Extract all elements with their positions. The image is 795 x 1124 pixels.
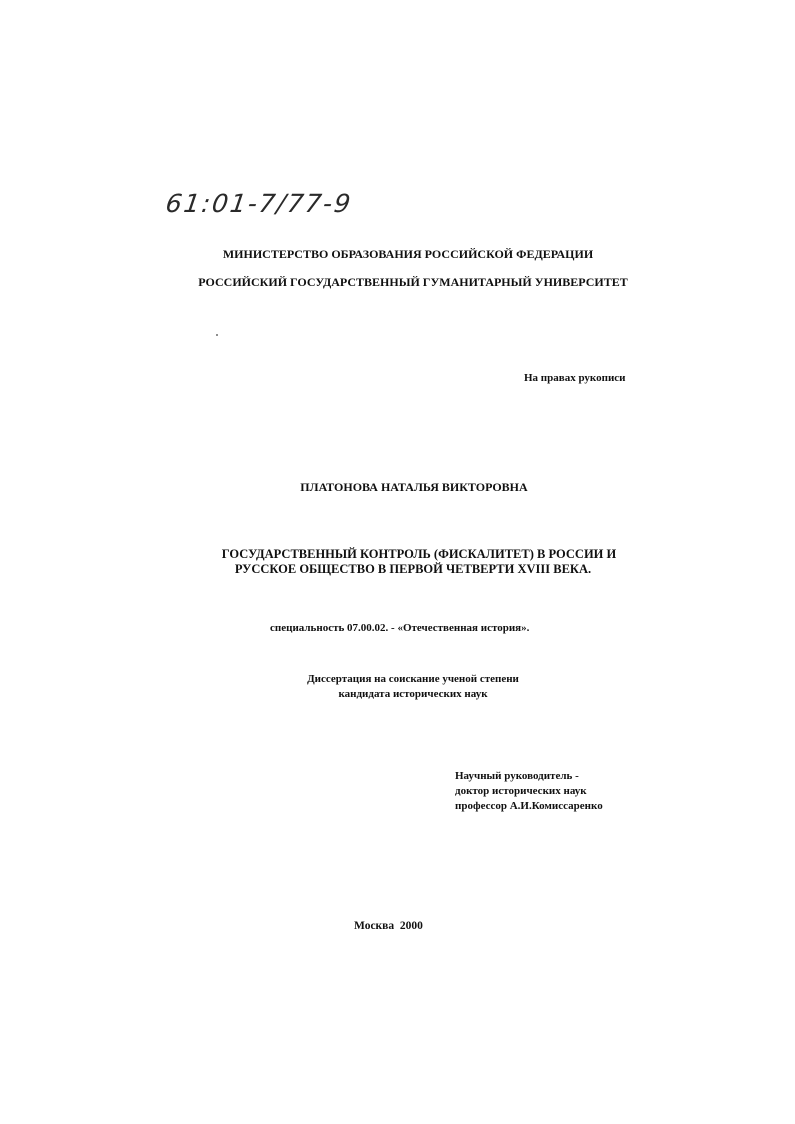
specialty-line: специальность 07.00.02. - «Отечественная история». [270,622,530,634]
supervisor-line-3: профессор А.И.Комиссаренко [455,800,603,812]
degree-line-2: кандидата исторических наук [338,688,488,700]
ministry-heading: МИНИСТЕРСТВО ОБРАЗОВАНИЯ РОССИЙСКОЙ ФЕДЕРАЦИИ [222,247,594,261]
manuscript-note: На правах рукописи [524,372,626,384]
author-name: ПЛАТОНОВА НАТАЛЬЯ ВИКТОРОВНА [300,480,528,494]
supervisor-line-1: Научный руководитель - [455,770,579,782]
dissertation-title-line-2: РУССКОЕ ОБЩЕСТВО В ПЕРВОЙ ЧЕТВЕРТИ XVIII ВЕКА. [234,562,592,576]
university-heading: РОССИЙСКИЙ ГОСУДАРСТВЕННЫЙ ГУМАНИТАРНЫЙ УНИВЕРСИТЕТ [198,275,628,289]
supervisor-line-2: доктор исторических наук [455,785,587,797]
place-year: Москва 2000 [354,920,423,932]
dissertation-title-line-1: ГОСУДАРСТВЕННЫЙ КОНТРОЛЬ (ФИСКАЛИТЕТ) В РОССИИ И [221,547,617,561]
scan-speck [216,334,218,336]
degree-line-1: Диссертация на соискание ученой степени [307,673,519,685]
archive-code-handwritten: 61:01-7/77-9 [163,189,355,218]
